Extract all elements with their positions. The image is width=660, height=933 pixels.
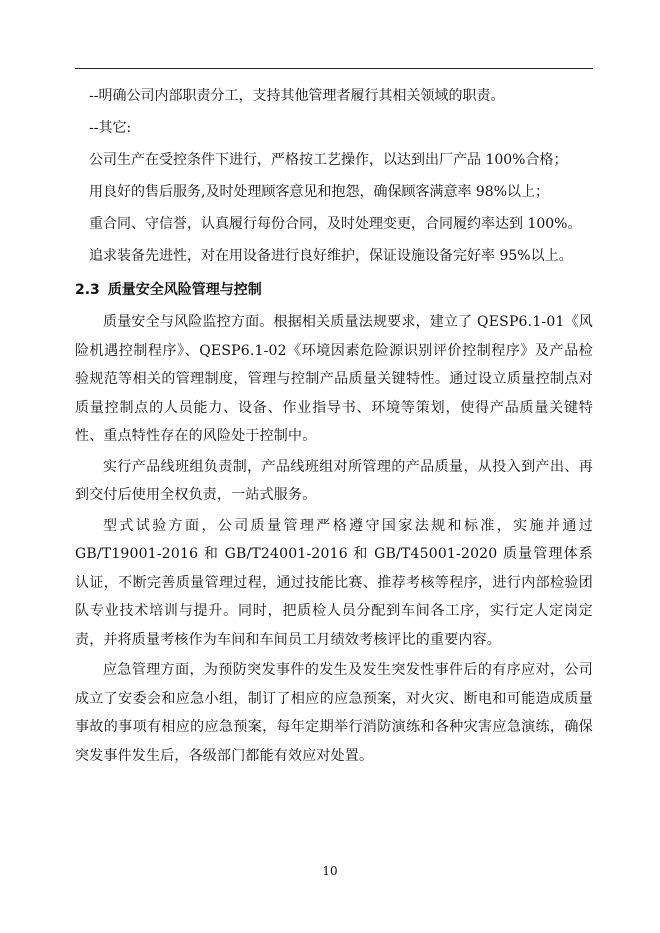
section-title: 质量安全风险管理与控制 [107, 282, 262, 298]
section-heading [75, 278, 593, 302]
goal-item: 公司生产在受控条件下进行，严格按工艺操作，以达到出厂产品 100%合格； [89, 152, 568, 168]
goal-item: 重合同、守信誉，认真履行每份合同，及时处理变更，合同履约率达到 100%。 [89, 216, 582, 232]
other-label: --其它: [89, 120, 132, 136]
goal-item: 追求装备先进性，对在用设备进行良好维护，保证设施设备完好率 95%以上。 [89, 248, 573, 264]
page-body [75, 84, 593, 772]
paragraph-type-testing: 型式试验方面，公司质量管理严格遵守国家法规和标准，实施并通过 GB/T19001-2016 和 GB/T24001-2016 和 GB/T45001-2020 质量管理体系认证，不断完善质量管理过程，通过技能比赛、推荐考核等程序，进行内部检验团队专业技术培训与提升。同时，把质检人员分配到车间各工序，实行定人定岗定责，并将质量考核作为车间和车间员工月绩效考核评比的重要内容。 [75, 517, 593, 648]
header-rule [75, 68, 593, 69]
responsibility-item: --明确公司内部职责分工，支持其他管理者履行其相关领域的职责。 [89, 88, 505, 104]
paragraph-team-responsibility: 实行产品线班组负责制，产品线班组对所管理的产品质量，从投入到产出、再到交付后使用全权负责，一站式服务。 [75, 458, 593, 503]
goal-item: 用良好的售后服务,及时处理顾客意见和抱怨，确保顾客满意率 98%以上； [89, 184, 550, 200]
section-number: 2.3 [75, 282, 100, 298]
page-number: 10 [322, 864, 338, 878]
paragraph-emergency-management: 应急管理方面，为预防突发事件的发生及发生突发性事件后的有序应对，公司成立了安委会和应急小组，制订了相应的应急预案，对火灾、断电和可能造成质量事故的事项有相应的应急预案，每年定期举行消防演练和各种灾害应急演练，确保突发事件发生后，各级部门都能有效应对处置。 [75, 662, 593, 764]
paragraph-risk-monitoring: 质量安全与风险监控方面。根据相关质量法规要求，建立了 QESP6.1-01《风险机遇控制程序》、QESP6.1-02《环境因素危险源识别评价控制程序》及产品检验规范等相关的管理制度，管理与控制产品质量关键特性。通过设立质量控制点对质量控制点的人员能力、设备、作业指导书、环境等策划，使得产品质量关键特性、重点特性存在的风险处于控制中。 [75, 314, 593, 444]
